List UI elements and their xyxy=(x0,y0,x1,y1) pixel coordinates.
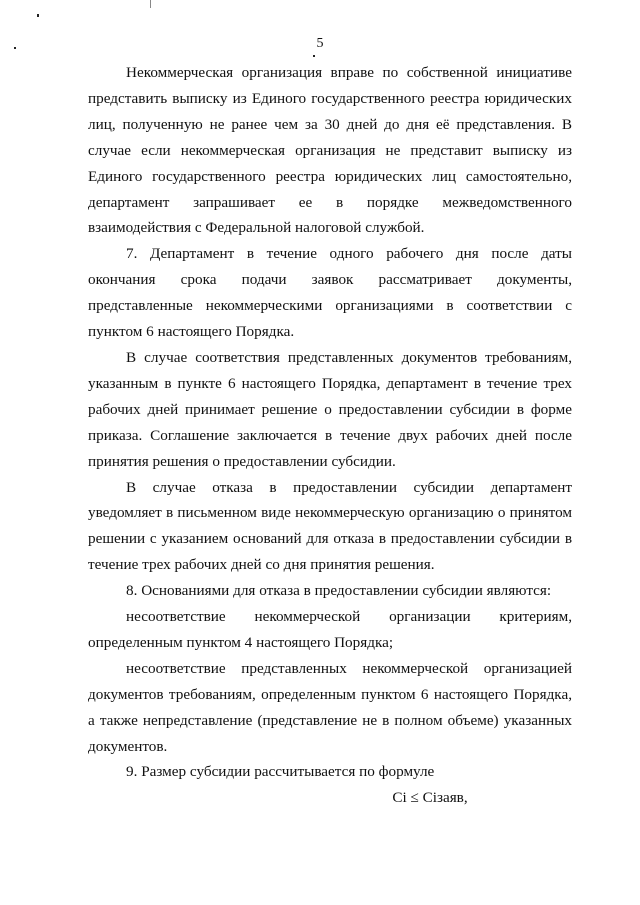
page-number: 5 xyxy=(316,36,324,51)
scan-artifact xyxy=(313,55,315,57)
paragraph-item-7: 7. Департамент в течение одного рабочего дня после даты окончания срока подачи заявок рассматривает документы, представленные некоммерческими организациями в соответствии с пунктом 6 настоящего Порядка. xyxy=(88,245,572,341)
document-body xyxy=(88,60,572,811)
paragraph-item-8: 8. Основаниями для отказа в предоставлении субсидии являются: xyxy=(126,582,552,600)
paragraph-approval: В случае соответствия представленных документов требованиям, указанным в пункте 6 настоящего Порядка, департамент в течение трех рабочих дней принимает решение о предоставлении субсидии в форме приказа. Соглашение заключается в течение двух рабочих дней после принятия решения о предоставлении субсидии. xyxy=(88,348,572,470)
paragraph-extract-right: Некоммерческая организация вправе по собственной инициативе представить выписку из Единого государственного реестра юридических лиц, полученную не ранее чем за 30 дней до дня её представления. В случае если некоммерческая организация не представит выписку из Единого государственного реестра юридических лиц самостоятельно, департамент запрашивает ее в порядке межведомственного взаимодействия с Федеральной налоговой службой. xyxy=(88,64,572,237)
paragraph-criteria-mismatch: несоответствие некоммерческой организации критериям, определенным пунктом 4 настоящего Порядка; xyxy=(88,608,572,651)
paragraph-refusal-notice: В случае отказа в предоставлении субсидии департамент уведомляет в письменном виде некоммерческую организацию о принятом решении с указанием оснований для отказа в предоставлении субсидии в течение трех рабочих дней со дня принятия решения. xyxy=(88,478,572,574)
subsidy-formula: Ci ≤ Сiзаяв, xyxy=(392,789,468,807)
paragraph-documents-mismatch: несоответствие представленных некоммерческой организацией документов требованиям, определенным пунктом 6 настоящего Порядка, а также непредставление (представление не в полном объеме) указанных документов. xyxy=(88,659,572,755)
paragraph-item-9: 9. Размер субсидии рассчитывается по формуле xyxy=(126,763,435,781)
scan-artifact xyxy=(37,14,39,17)
scan-artifact xyxy=(150,0,151,8)
